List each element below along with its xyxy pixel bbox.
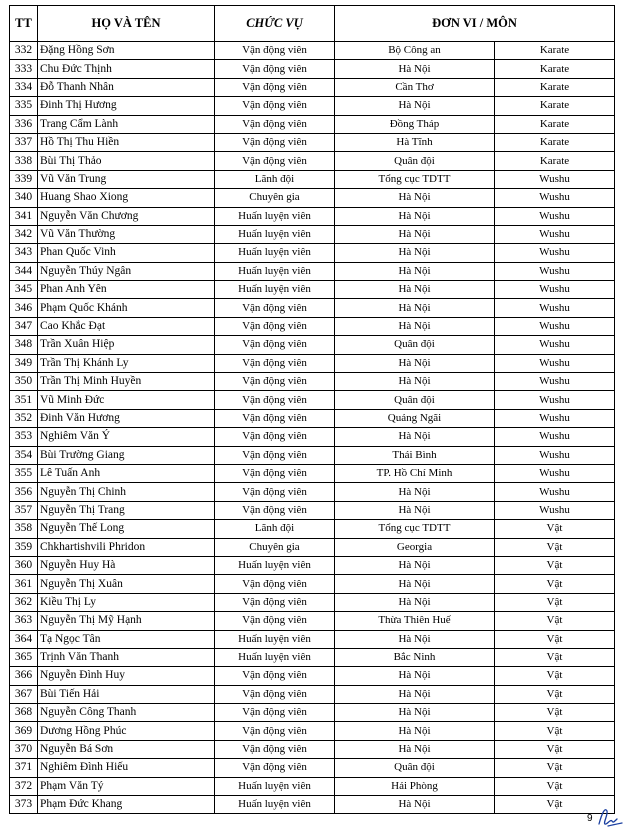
cell-unit: Hà Nội — [335, 299, 495, 317]
cell-unit: Hà Nội — [335, 225, 495, 243]
cell-role: Vận động viên — [215, 115, 335, 133]
cell-sport: Wushu — [495, 446, 615, 464]
roster-table — [9, 5, 615, 814]
table-row — [10, 612, 615, 630]
cell-unit: Hà Nội — [335, 262, 495, 280]
table-row — [10, 593, 615, 611]
cell-tt: 355 — [10, 464, 38, 482]
cell-tt: 357 — [10, 501, 38, 519]
signature-mark — [596, 803, 626, 829]
cell-unit: Hà Nội — [335, 501, 495, 519]
cell-unit: Tổng cục TDTT — [335, 170, 495, 188]
cell-name: Nguyễn Thúy Ngân — [38, 262, 215, 280]
cell-unit: Hà Nội — [335, 685, 495, 703]
cell-unit: Hà Nội — [335, 704, 495, 722]
cell-sport: Vật — [495, 520, 615, 538]
cell-unit: Hà Nội — [335, 317, 495, 335]
cell-unit: Cần Thơ — [335, 78, 495, 96]
cell-tt: 365 — [10, 648, 38, 666]
table-row — [10, 336, 615, 354]
cell-sport: Karate — [495, 78, 615, 96]
cell-tt: 342 — [10, 225, 38, 243]
cell-unit: Hà Nội — [335, 796, 495, 814]
cell-role: Vận động viên — [215, 483, 335, 501]
cell-role: Huấn luyện viên — [215, 648, 335, 666]
cell-tt: 371 — [10, 759, 38, 777]
cell-role: Vận động viên — [215, 685, 335, 703]
table-row — [10, 391, 615, 409]
cell-unit: Hải Phòng — [335, 777, 495, 795]
cell-sport: Wushu — [495, 428, 615, 446]
table-row — [10, 189, 615, 207]
cell-name: Đỗ Thanh Nhân — [38, 78, 215, 96]
cell-sport: Wushu — [495, 336, 615, 354]
cell-sport: Vật — [495, 630, 615, 648]
cell-role: Huấn luyện viên — [215, 244, 335, 262]
cell-tt: 367 — [10, 685, 38, 703]
table-row — [10, 446, 615, 464]
table-row — [10, 501, 615, 519]
cell-role: Vận động viên — [215, 42, 335, 60]
cell-role: Huấn luyện viên — [215, 207, 335, 225]
cell-sport: Vật — [495, 593, 615, 611]
table-row — [10, 777, 615, 795]
table-row — [10, 428, 615, 446]
cell-unit: Hà Nội — [335, 722, 495, 740]
cell-unit: Đồng Tháp — [335, 115, 495, 133]
cell-name: Nguyễn Thị Mỹ Hạnh — [38, 612, 215, 630]
cell-sport: Karate — [495, 60, 615, 78]
cell-name: Vũ Văn Thường — [38, 225, 215, 243]
cell-unit: Hà Nội — [335, 483, 495, 501]
cell-tt: 345 — [10, 281, 38, 299]
cell-unit: Quân đội — [335, 152, 495, 170]
cell-sport: Vật — [495, 667, 615, 685]
cell-unit: Hà Nội — [335, 97, 495, 115]
cell-name: Chkhartishvili Phridon — [38, 538, 215, 556]
cell-unit: Hà Nội — [335, 354, 495, 372]
table-row — [10, 60, 615, 78]
table-row — [10, 556, 615, 574]
cell-role: Vận động viên — [215, 336, 335, 354]
cell-unit: Quân đội — [335, 759, 495, 777]
cell-name: Phạm Đức Khang — [38, 796, 215, 814]
cell-sport: Wushu — [495, 281, 615, 299]
table-row — [10, 225, 615, 243]
cell-name: Trần Xuân Hiệp — [38, 336, 215, 354]
cell-tt: 373 — [10, 796, 38, 814]
cell-role: Vận động viên — [215, 373, 335, 391]
cell-name: Kiều Thị Ly — [38, 593, 215, 611]
cell-unit: Hà Nội — [335, 373, 495, 391]
table-row — [10, 170, 615, 188]
cell-name: Cao Khắc Đạt — [38, 317, 215, 335]
cell-role: Vận động viên — [215, 97, 335, 115]
cell-role: Vận động viên — [215, 464, 335, 482]
table-row — [10, 740, 615, 758]
cell-tt: 366 — [10, 667, 38, 685]
cell-sport: Vật — [495, 777, 615, 795]
table-row — [10, 78, 615, 96]
cell-role: Huấn luyện viên — [215, 262, 335, 280]
table-row — [10, 42, 615, 60]
cell-role: Vận động viên — [215, 428, 335, 446]
cell-role: Huấn luyện viên — [215, 281, 335, 299]
cell-role: Vận động viên — [215, 152, 335, 170]
cell-sport: Vật — [495, 648, 615, 666]
cell-name: Nghiêm Đình Hiếu — [38, 759, 215, 777]
cell-unit: Bắc Ninh — [335, 648, 495, 666]
cell-sport: Wushu — [495, 170, 615, 188]
cell-unit: Quân đội — [335, 391, 495, 409]
table-row — [10, 520, 615, 538]
cell-sport: Karate — [495, 115, 615, 133]
cell-name: Nguyễn Thị Chinh — [38, 483, 215, 501]
cell-name: Đinh Văn Hương — [38, 409, 215, 427]
cell-tt: 352 — [10, 409, 38, 427]
cell-name: Hồ Thị Thu Hiền — [38, 133, 215, 151]
cell-sport: Wushu — [495, 299, 615, 317]
cell-unit: Hà Nội — [335, 189, 495, 207]
cell-name: Đặng Hồng Sơn — [38, 42, 215, 60]
cell-name: Bùi Tiến Hải — [38, 685, 215, 703]
table-row — [10, 152, 615, 170]
table-row — [10, 299, 615, 317]
cell-role: Vận động viên — [215, 612, 335, 630]
cell-name: Nguyễn Văn Chương — [38, 207, 215, 225]
table-row — [10, 281, 615, 299]
cell-name: Phạm Quốc Khánh — [38, 299, 215, 317]
cell-unit: Quảng Ngãi — [335, 409, 495, 427]
cell-sport: Vật — [495, 704, 615, 722]
table-row — [10, 115, 615, 133]
cell-sport: Wushu — [495, 244, 615, 262]
cell-unit: Hà Nội — [335, 281, 495, 299]
cell-sport: Vật — [495, 538, 615, 556]
cell-sport: Vật — [495, 722, 615, 740]
cell-name: Trang Cẩm Lành — [38, 115, 215, 133]
table-row — [10, 648, 615, 666]
page-number: 9 — [587, 813, 593, 824]
header-unit: ĐƠN VI / MÔN — [335, 6, 615, 42]
cell-sport: Vật — [495, 759, 615, 777]
table-row — [10, 354, 615, 372]
cell-tt: 337 — [10, 133, 38, 151]
cell-tt: 338 — [10, 152, 38, 170]
cell-name: Nguyễn Thị Xuân — [38, 575, 215, 593]
cell-name: Nguyễn Đình Huy — [38, 667, 215, 685]
cell-tt: 339 — [10, 170, 38, 188]
cell-name: Bùi Trường Giang — [38, 446, 215, 464]
table-row — [10, 759, 615, 777]
cell-unit: Tổng cục TDTT — [335, 520, 495, 538]
cell-tt: 346 — [10, 299, 38, 317]
table-row — [10, 464, 615, 482]
cell-unit: Hà Nội — [335, 244, 495, 262]
cell-name: Vũ Minh Đức — [38, 391, 215, 409]
table-row — [10, 244, 615, 262]
cell-sport: Wushu — [495, 207, 615, 225]
cell-unit: Hà Nội — [335, 556, 495, 574]
cell-tt: 370 — [10, 740, 38, 758]
cell-unit: Hà Tĩnh — [335, 133, 495, 151]
cell-tt: 344 — [10, 262, 38, 280]
cell-tt: 349 — [10, 354, 38, 372]
cell-sport: Karate — [495, 42, 615, 60]
cell-role: Huấn luyện viên — [215, 630, 335, 648]
cell-role: Vận động viên — [215, 575, 335, 593]
cell-name: Trần Thị Minh Huyền — [38, 373, 215, 391]
table-row — [10, 317, 615, 335]
cell-sport: Karate — [495, 133, 615, 151]
cell-name: Phan Anh Yên — [38, 281, 215, 299]
cell-role: Vận động viên — [215, 501, 335, 519]
table-row — [10, 667, 615, 685]
cell-sport: Wushu — [495, 354, 615, 372]
cell-role: Vận động viên — [215, 409, 335, 427]
cell-tt: 359 — [10, 538, 38, 556]
cell-unit: Hà Nội — [335, 428, 495, 446]
table-row — [10, 133, 615, 151]
cell-unit: Georgia — [335, 538, 495, 556]
cell-tt: 354 — [10, 446, 38, 464]
cell-sport: Wushu — [495, 501, 615, 519]
table-row — [10, 97, 615, 115]
cell-unit: Hà Nội — [335, 60, 495, 78]
cell-sport: Vật — [495, 556, 615, 574]
cell-unit: Hà Nội — [335, 593, 495, 611]
cell-name: Bùi Thị Thảo — [38, 152, 215, 170]
cell-unit: TP. Hồ Chí Minh — [335, 464, 495, 482]
cell-unit: Hà Nội — [335, 575, 495, 593]
cell-name: Dương Hồng Phúc — [38, 722, 215, 740]
cell-tt: 364 — [10, 630, 38, 648]
cell-role: Vận động viên — [215, 133, 335, 151]
cell-name: Trần Thị Khánh Ly — [38, 354, 215, 372]
cell-name: Phạm Văn Tý — [38, 777, 215, 795]
cell-role: Vận động viên — [215, 704, 335, 722]
cell-role: Vận động viên — [215, 759, 335, 777]
cell-unit: Thái Bình — [335, 446, 495, 464]
cell-sport: Vật — [495, 740, 615, 758]
table-row — [10, 262, 615, 280]
cell-tt: 334 — [10, 78, 38, 96]
cell-role: Huấn luyện viên — [215, 796, 335, 814]
cell-sport: Karate — [495, 97, 615, 115]
cell-sport: Wushu — [495, 317, 615, 335]
cell-sport: Wushu — [495, 189, 615, 207]
table-row — [10, 685, 615, 703]
cell-role: Huấn luyện viên — [215, 556, 335, 574]
cell-tt: 350 — [10, 373, 38, 391]
cell-sport: Vật — [495, 796, 615, 814]
table-row — [10, 409, 615, 427]
cell-name: Phan Quốc Vinh — [38, 244, 215, 262]
table-row — [10, 575, 615, 593]
cell-unit: Hà Nội — [335, 630, 495, 648]
header-row — [10, 6, 615, 42]
cell-unit: Bộ Công an — [335, 42, 495, 60]
cell-role: Chuyên gia — [215, 189, 335, 207]
table-row — [10, 538, 615, 556]
table-row — [10, 483, 615, 501]
cell-unit: Quân đội — [335, 336, 495, 354]
cell-tt: 363 — [10, 612, 38, 630]
header-role: CHỨC VỤ — [215, 6, 335, 42]
cell-tt: 348 — [10, 336, 38, 354]
cell-tt: 335 — [10, 97, 38, 115]
cell-tt: 340 — [10, 189, 38, 207]
cell-name: Tạ Ngọc Tân — [38, 630, 215, 648]
cell-sport: Vật — [495, 685, 615, 703]
cell-role: Lãnh đội — [215, 170, 335, 188]
cell-role: Vận động viên — [215, 78, 335, 96]
cell-tt: 347 — [10, 317, 38, 335]
cell-sport: Wushu — [495, 464, 615, 482]
cell-role: Vận động viên — [215, 722, 335, 740]
cell-role: Lãnh đội — [215, 520, 335, 538]
cell-role: Vận động viên — [215, 446, 335, 464]
cell-tt: 369 — [10, 722, 38, 740]
cell-sport: Wushu — [495, 262, 615, 280]
cell-tt: 336 — [10, 115, 38, 133]
cell-tt: 361 — [10, 575, 38, 593]
table-row — [10, 796, 615, 814]
cell-role: Huấn luyện viên — [215, 777, 335, 795]
cell-name: Nghiêm Văn Ý — [38, 428, 215, 446]
cell-tt: 332 — [10, 42, 38, 60]
cell-sport: Wushu — [495, 373, 615, 391]
cell-sport: Vật — [495, 612, 615, 630]
cell-unit: Hà Nội — [335, 667, 495, 685]
cell-role: Vận động viên — [215, 593, 335, 611]
cell-name: Lê Tuấn Anh — [38, 464, 215, 482]
header-name: HỌ VÀ TÊN — [38, 6, 215, 42]
cell-role: Vận động viên — [215, 60, 335, 78]
cell-name: Nguyễn Thế Long — [38, 520, 215, 538]
cell-role: Chuyên gia — [215, 538, 335, 556]
table-row — [10, 207, 615, 225]
table-row — [10, 704, 615, 722]
cell-tt: 368 — [10, 704, 38, 722]
cell-tt: 353 — [10, 428, 38, 446]
cell-tt: 358 — [10, 520, 38, 538]
cell-name: Nguyễn Thị Trang — [38, 501, 215, 519]
cell-unit: Thừa Thiên Huế — [335, 612, 495, 630]
cell-name: Trịnh Văn Thanh — [38, 648, 215, 666]
cell-role: Huấn luyện viên — [215, 225, 335, 243]
cell-role: Vận động viên — [215, 354, 335, 372]
cell-role: Vận động viên — [215, 317, 335, 335]
cell-unit: Hà Nội — [335, 740, 495, 758]
cell-name: Chu Đức Thịnh — [38, 60, 215, 78]
cell-name: Nguyễn Bá Sơn — [38, 740, 215, 758]
cell-role: Vận động viên — [215, 391, 335, 409]
cell-tt: 356 — [10, 483, 38, 501]
cell-name: Vũ Văn Trung — [38, 170, 215, 188]
table-row — [10, 373, 615, 391]
cell-name: Nguyễn Công Thanh — [38, 704, 215, 722]
cell-sport: Wushu — [495, 483, 615, 501]
cell-sport: Wushu — [495, 409, 615, 427]
table-body — [10, 42, 615, 814]
cell-tt: 362 — [10, 593, 38, 611]
cell-sport: Vật — [495, 575, 615, 593]
cell-sport: Wushu — [495, 225, 615, 243]
cell-tt: 372 — [10, 777, 38, 795]
cell-unit: Hà Nội — [335, 207, 495, 225]
cell-name: Huang Shao Xiong — [38, 189, 215, 207]
cell-sport: Karate — [495, 152, 615, 170]
table-row — [10, 722, 615, 740]
cell-tt: 343 — [10, 244, 38, 262]
cell-role: Vận động viên — [215, 740, 335, 758]
header-tt: TT — [10, 6, 38, 42]
cell-role: Vận động viên — [215, 667, 335, 685]
cell-role: Vận động viên — [215, 299, 335, 317]
cell-name: Đinh Thị Hương — [38, 97, 215, 115]
cell-tt: 333 — [10, 60, 38, 78]
cell-sport: Wushu — [495, 391, 615, 409]
cell-tt: 351 — [10, 391, 38, 409]
table-row — [10, 630, 615, 648]
cell-tt: 360 — [10, 556, 38, 574]
cell-tt: 341 — [10, 207, 38, 225]
cell-name: Nguyễn Huy Hà — [38, 556, 215, 574]
